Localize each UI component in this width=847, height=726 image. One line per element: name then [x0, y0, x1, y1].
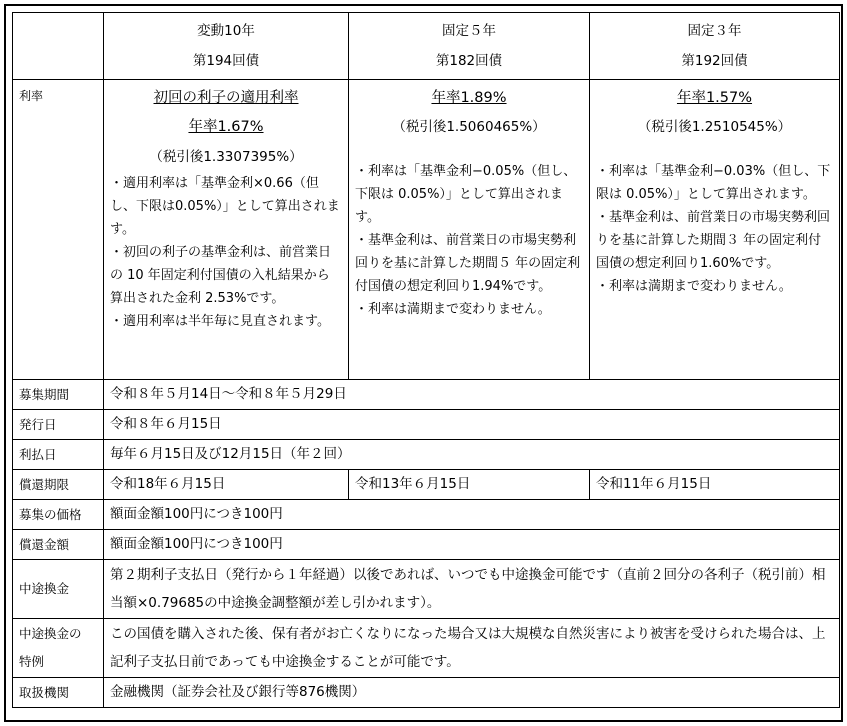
maturity-value: 令和13年６月15日: [349, 470, 590, 500]
header-type: 固定５年: [442, 23, 496, 39]
issue-date-row: [13, 410, 840, 440]
after-tax-rate: （税引後1.5060465%）: [392, 119, 546, 135]
maturity-row: [13, 470, 840, 500]
rate-note: ・利率は「基準金利−0.03%（但し、下限は 0.05%）」として算出されます。: [596, 164, 831, 202]
rate-row: [13, 80, 840, 380]
row-label: 募集期間: [13, 380, 104, 410]
handling-institutions-row: [13, 678, 840, 708]
after-tax-rate: （税引後1.3307395%）: [149, 149, 303, 165]
header-series: 第194回債: [192, 53, 260, 69]
subscription-period-value: 令和８年５月14日～令和８年５月29日: [104, 380, 840, 410]
header-type: 固定３年: [687, 23, 742, 39]
rate-note: ・利率は満期まで変わりません。: [355, 302, 551, 317]
maturity-value: 令和11年６月15日: [590, 470, 840, 500]
header-blank-cell: [13, 13, 104, 80]
subscription-period-row: [13, 380, 840, 410]
early-redemption-value: 第２期利子支払日（発行から１年経過）以後であれば、いつでも中途換金可能です（直前２回分の各利子（税引前）相当額×0.79685の中途換金調整額が差し引かれます）。: [104, 560, 840, 619]
row-label: 中途換金: [13, 560, 104, 619]
rate-label: 利率: [13, 80, 104, 380]
rate-note: ・初回の利子の基準金利は、前営業日の 10 年固定利付国債の入札結果から算出された金利 2.53%です。: [110, 245, 332, 306]
issue-date-value: 令和８年６月15日: [104, 410, 840, 440]
row-label: 償還期限: [13, 470, 104, 500]
early-redemption-special-row: [13, 619, 840, 678]
rate-note: ・適用利率は半年毎に見直されます。: [110, 314, 330, 329]
redemption-amount-row: [13, 530, 840, 560]
early-redemption-row: [13, 560, 840, 619]
rate-floating-10y-cell: [104, 80, 349, 380]
row-label: 利払日: [13, 440, 104, 470]
rate-note: ・基準金利は、前営業日の市場実勢利回りを基に計算した期間３ 年の固定利付国債の想定利回り1.60%です。: [596, 210, 831, 271]
row-label: 取扱機関: [13, 678, 104, 708]
bond-terms-table: [12, 12, 840, 708]
header-fixed-5y: [349, 13, 590, 80]
rate-note: ・利率は満期まで変わりません。: [596, 279, 792, 294]
after-tax-rate: （税引後1.2510545%）: [637, 119, 792, 135]
row-label-line: 特例: [19, 654, 45, 669]
early-redemption-special-value: この国債を購入された後、保有者がお亡くなりになった場合又は大規模な自然災害により被害を受けられた場合は、上記利子支払日前であっても中途換金することが可能です。: [104, 619, 840, 678]
header-fixed-3y: [590, 13, 840, 80]
header-floating-10y: [104, 13, 349, 80]
interest-payment-row: [13, 440, 840, 470]
header-type: 変動10年: [197, 23, 255, 39]
header-row: [13, 13, 840, 80]
handling-institutions-value: 金融機関（証券会社及び銀行等876機関）: [104, 678, 840, 708]
rate-value: 年率1.57%: [676, 90, 753, 106]
rate-fixed-3y-cell: [590, 80, 840, 380]
rate-note: ・利率は「基準金利−0.05%（但し、下限は 0.05%）」として算出されます。: [355, 164, 577, 225]
row-label: [13, 619, 104, 678]
rate-value: 年率1.89%: [431, 90, 507, 106]
bond-table-frame: [4, 4, 843, 722]
redemption-amount-value: 額面金額100円につき100円: [104, 530, 840, 560]
initial-rate-title: 初回の利子の適用利率: [153, 90, 299, 106]
header-series: 第182回債: [435, 53, 503, 69]
issue-price-value: 額面金額100円につき100円: [104, 500, 840, 530]
rate-note: ・基準金利は、前営業日の市場実勢利回りを基に計算した期間５ 年の固定利付国債の想定利回り1.94%です。: [355, 233, 581, 294]
maturity-value: 令和18年６月15日: [104, 470, 349, 500]
row-label: 募集の価格: [13, 500, 104, 530]
rate-note: ・適用利率は「基準金利×0.66（但し、下限は0.05%）」として算出されます。: [110, 176, 340, 237]
row-label-line: 中途換金の: [19, 626, 82, 641]
row-label: 償還金額: [13, 530, 104, 560]
row-label: 発行日: [13, 410, 104, 440]
interest-payment-value: 毎年６月15日及び12月15日（年２回）: [104, 440, 840, 470]
rate-value: 年率1.67%: [188, 119, 264, 135]
rate-fixed-5y-cell: [349, 80, 590, 380]
issue-price-row: [13, 500, 840, 530]
header-series: 第192回債: [681, 53, 748, 69]
